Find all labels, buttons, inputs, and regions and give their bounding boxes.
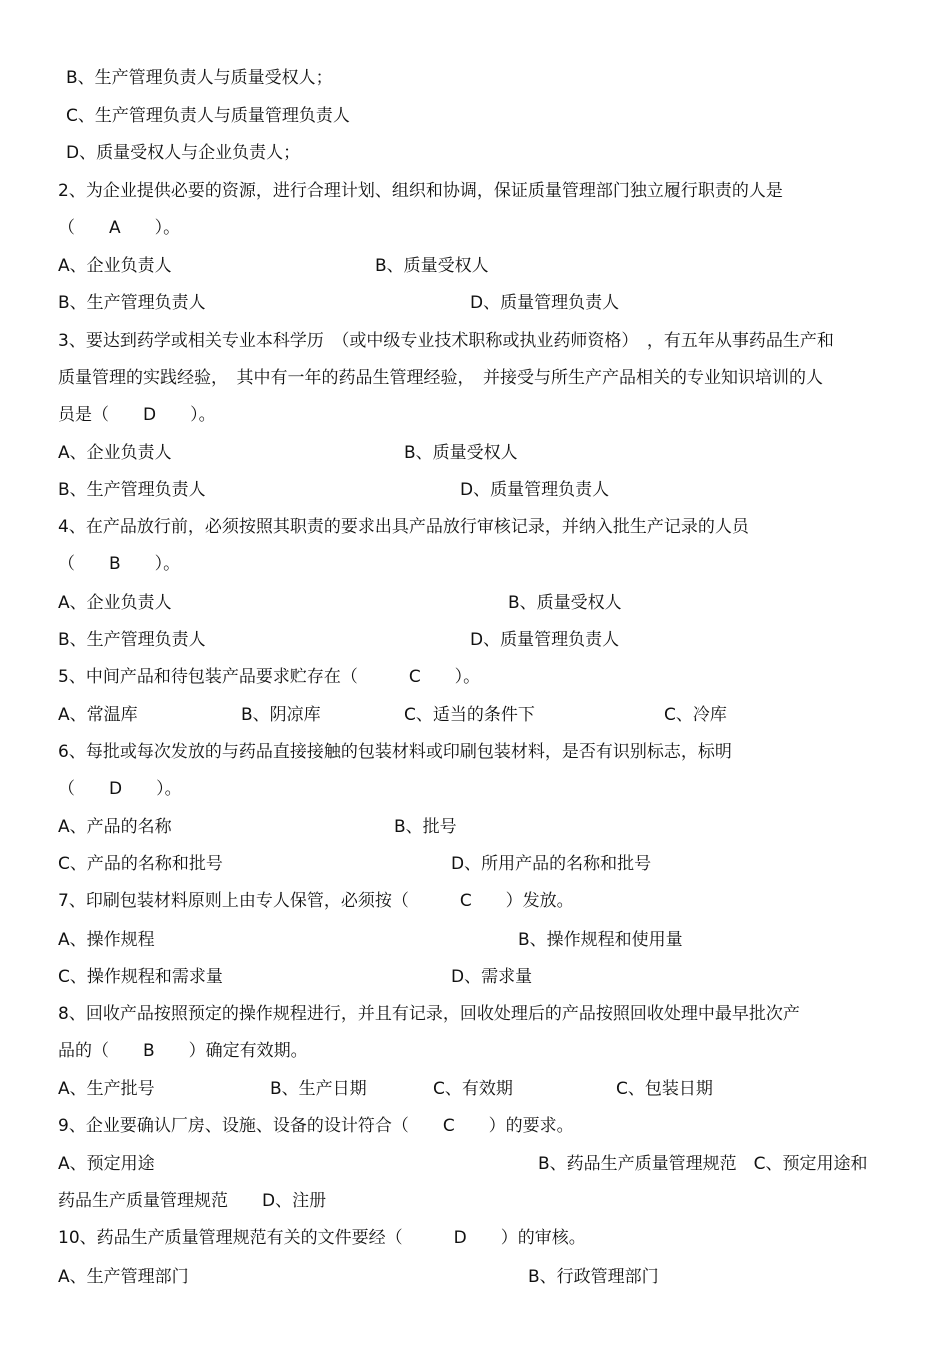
option-line: D、质量管理负责人 xyxy=(470,293,620,313)
option-line: D、质量管理负责人 xyxy=(460,480,610,500)
option-line: B、质量受权人 xyxy=(508,593,622,613)
option-line: 药品生产质量管理规范 D、注册 xyxy=(58,1191,327,1211)
option-line: C、包装日期 xyxy=(616,1079,713,1099)
question-text: 4、在产品放行前，必须按照其职责的要求出具产品放行审核记录，并纳入批生产记录的人员 xyxy=(58,517,749,537)
option-line: B、生产管理负责人与质量受权人； xyxy=(66,68,333,88)
option-line: C、适当的条件下 xyxy=(404,705,535,725)
answer-blank: 员是（ D ）。 xyxy=(58,405,216,425)
option-line: B、行政管理部门 xyxy=(528,1267,659,1287)
option-line: A、企业负责人 xyxy=(58,593,172,613)
option-line: B、质量受权人 xyxy=(375,256,489,276)
option-line: B、生产管理负责人 xyxy=(58,630,206,650)
question-text: 6、每批或每次发放的与药品直接接触的包装材料或印刷包装材料，是否有识别标志，标明 xyxy=(58,742,732,762)
question-text: 7、印刷包装材料原则上由专人保管，必须按（ C ）发放。 xyxy=(58,891,574,911)
option-line: B、质量受权人 xyxy=(404,443,518,463)
question-text: 质量管理的实践经验， 其中有一年的药品生管理经验， 并接受与所生产产品相关的专业知识培训的人 xyxy=(58,368,823,388)
option-line: B、操作规程和使用量 xyxy=(518,930,683,950)
option-line: C、冷库 xyxy=(664,705,727,725)
option-line: B、生产日期 xyxy=(270,1079,367,1099)
option-line: A、常温库 xyxy=(58,705,138,725)
question-text: 品的（ B ）确定有效期。 xyxy=(58,1041,308,1061)
option-line: A、预定用途 xyxy=(58,1154,155,1174)
option-line: B、阴凉库 xyxy=(241,705,321,725)
option-line: A、生产批号 xyxy=(58,1079,155,1099)
question-text: 3、要达到药学或相关专业本科学历 （或中级专业技术职称或执业药师资格） ，有五年从事药品生产和 xyxy=(58,331,834,351)
option-line: B、批号 xyxy=(394,817,457,837)
answer-blank: （ A ）。 xyxy=(58,218,181,238)
option-line: C、有效期 xyxy=(433,1079,513,1099)
option-line: A、产品的名称 xyxy=(58,817,172,837)
question-text: 10、药品生产质量管理规范有关的文件要经（ D ）的审核。 xyxy=(58,1228,586,1248)
option-line: A、操作规程 xyxy=(58,930,155,950)
option-line: A、企业负责人 xyxy=(58,443,172,463)
question-text: 9、企业要确认厂房、设施、设备的设计符合（ C ）的要求。 xyxy=(58,1116,574,1136)
question-text: 8、回收产品按照预定的操作规程进行，并且有记录，回收处理后的产品按照回收处理中最早批次产 xyxy=(58,1004,800,1024)
option-line: D、质量受权人与企业负责人； xyxy=(66,143,301,163)
answer-blank: （ D ）。 xyxy=(58,779,182,799)
option-line: B、生产管理负责人 xyxy=(58,480,206,500)
option-line: D、质量管理负责人 xyxy=(470,630,620,650)
option-line: B、生产管理负责人 xyxy=(58,293,206,313)
option-line: B、药品生产质量管理规范 C、预定用途和 xyxy=(538,1154,868,1174)
option-line: C、产品的名称和批号 xyxy=(58,854,223,874)
question-text: 5、中间产品和待包装产品要求贮存在（ C ）。 xyxy=(58,667,481,687)
option-line: A、企业负责人 xyxy=(58,256,172,276)
option-line: A、生产管理部门 xyxy=(58,1267,189,1287)
question-text: 2、为企业提供必要的资源，进行合理计划、组织和协调，保证质量管理部门独立履行职责的人是 xyxy=(58,181,783,201)
option-line: C、生产管理负责人与质量管理负责人 xyxy=(66,106,350,126)
option-line: D、需求量 xyxy=(451,967,533,987)
answer-blank: （ B ）。 xyxy=(58,554,181,574)
option-line: D、所用产品的名称和批号 xyxy=(451,854,652,874)
option-line: C、操作规程和需求量 xyxy=(58,967,223,987)
